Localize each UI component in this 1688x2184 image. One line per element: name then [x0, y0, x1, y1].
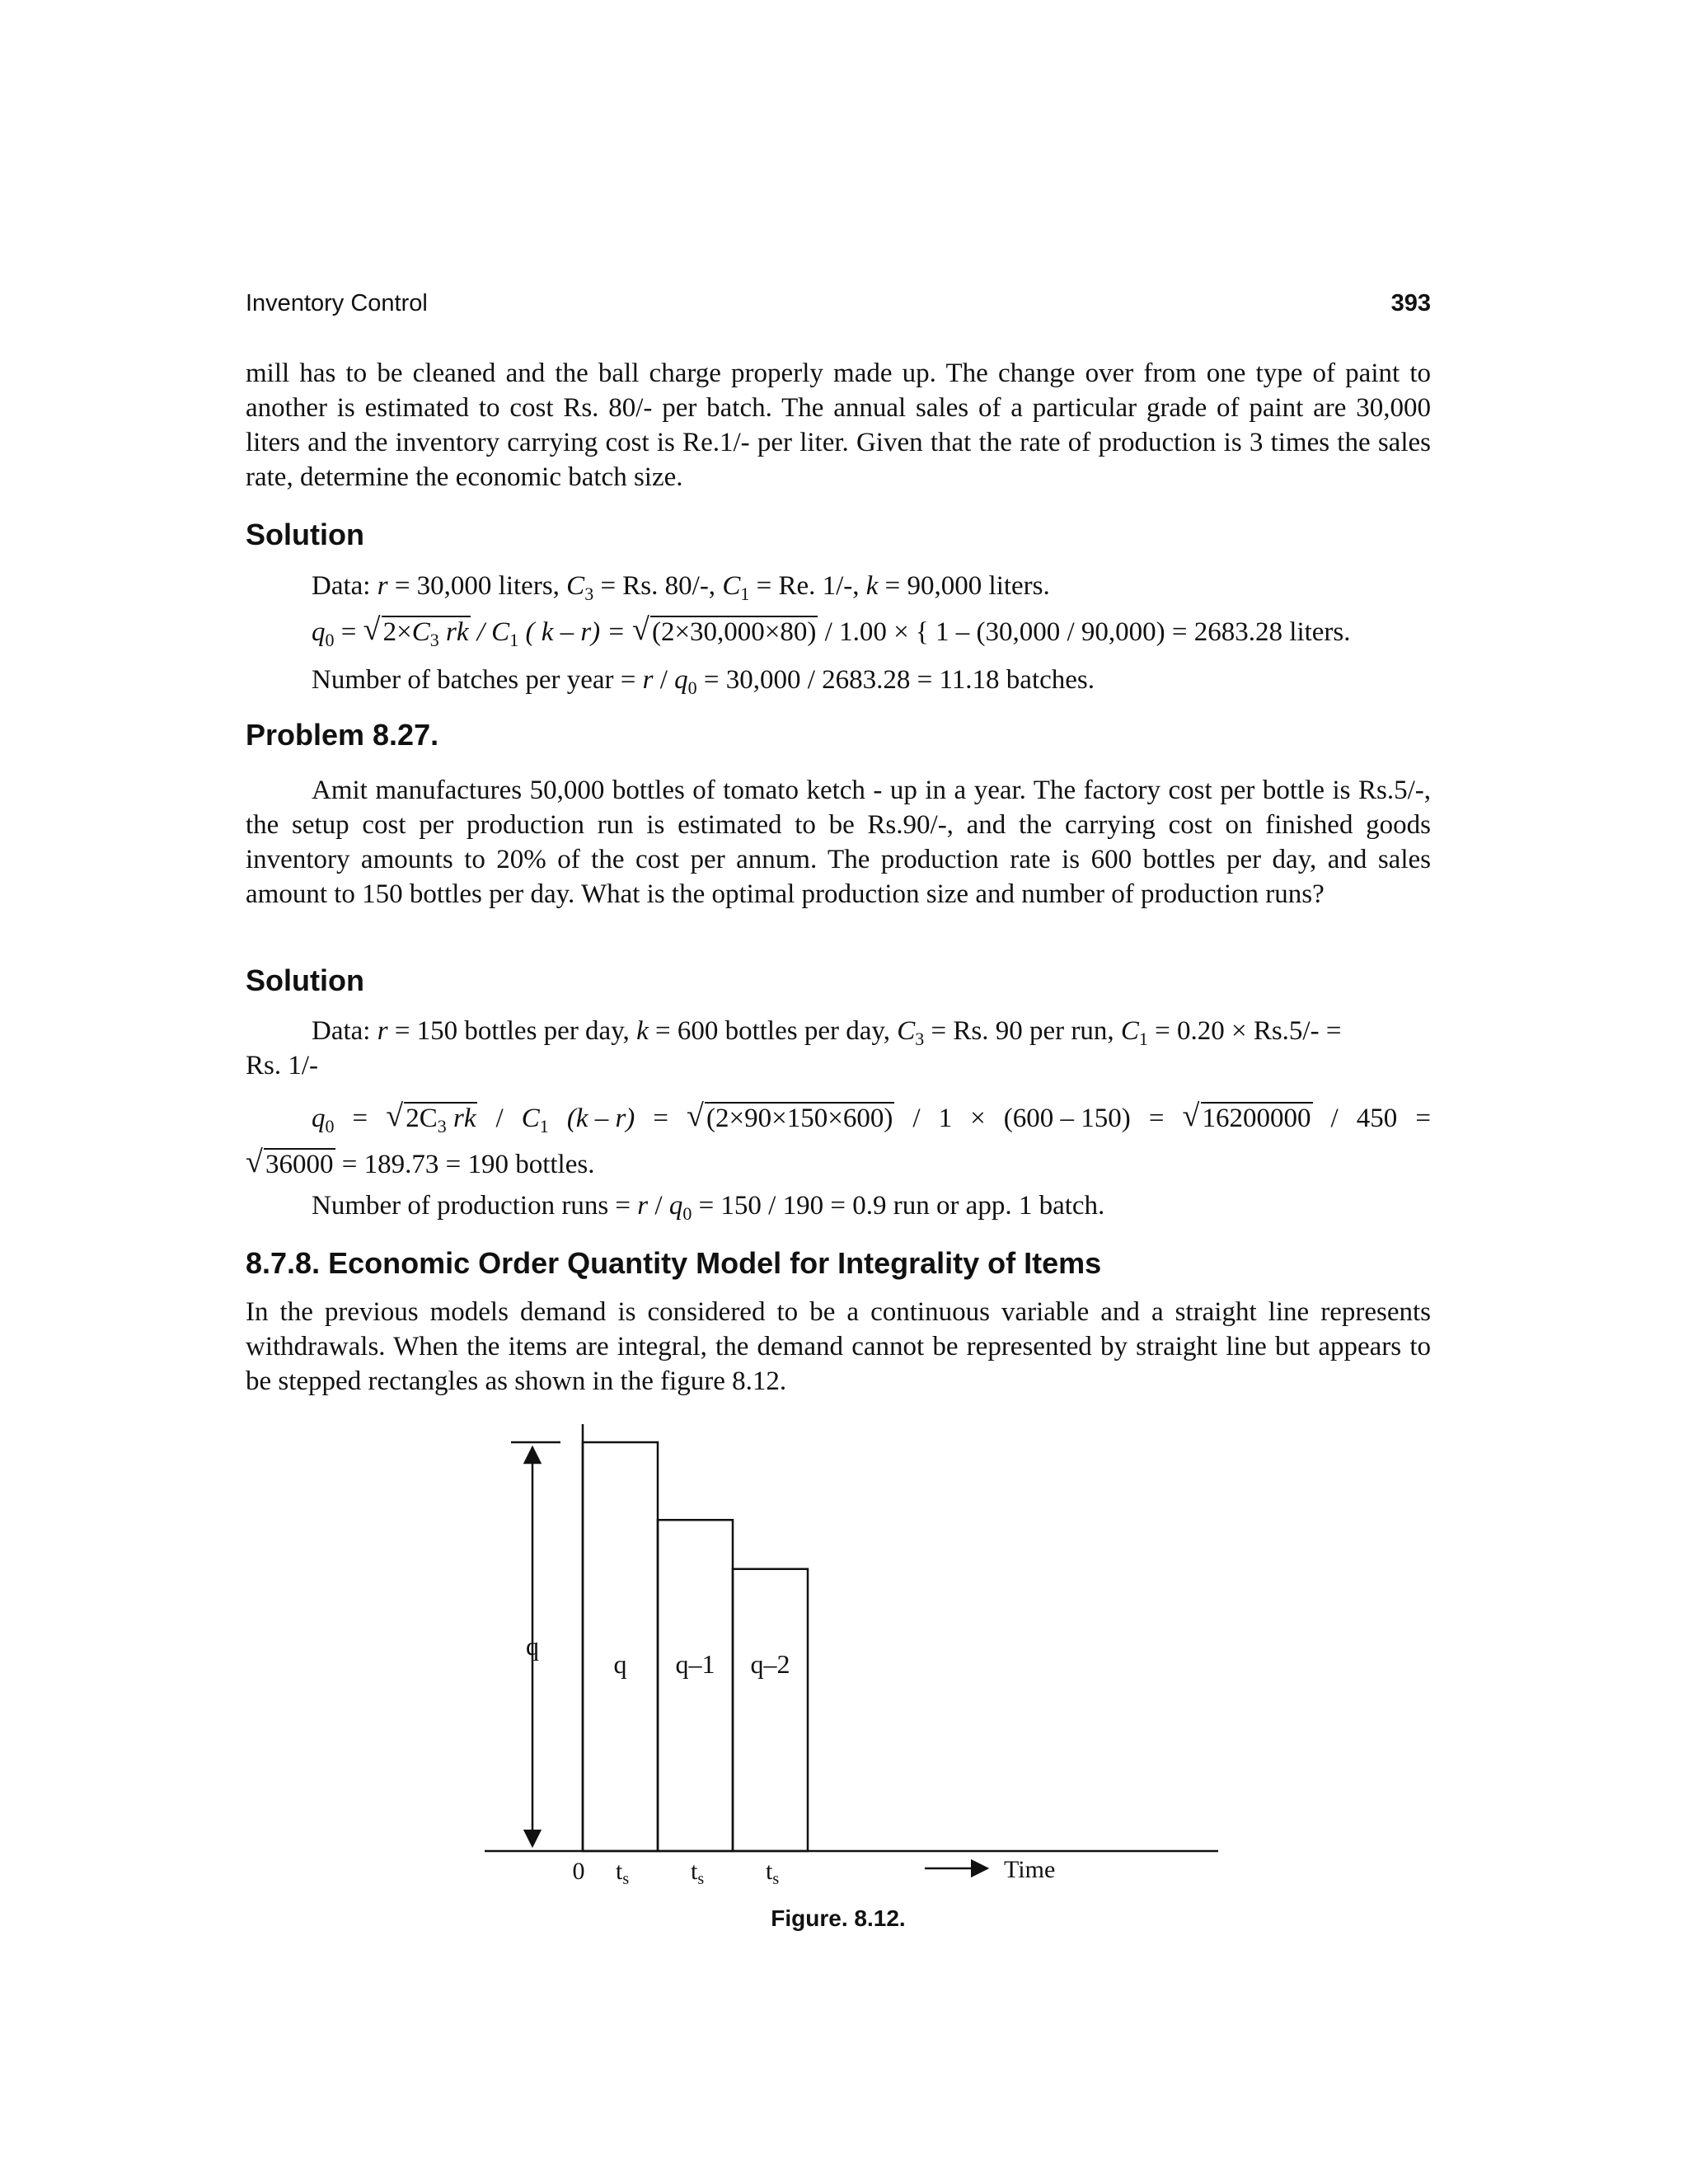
- sqrt-symbol: √ $2C_3$ rk: [386, 1101, 477, 1136]
- time-label: Time: [1004, 1856, 1056, 1883]
- tick-label-ts-3: $t_s$: [766, 1858, 780, 1888]
- running-head: [246, 290, 1431, 326]
- solution-heading-1: Solution: [246, 518, 364, 551]
- solution2-formula: $q_0$ = √ $2C_3$ rk / $C_1$ (k – r) = √ (2×90×150×600) / 1 × (600 – 150) = √ 16200000 / 450 =: [312, 1101, 1431, 1136]
- q-axis-label: q: [526, 1631, 539, 1661]
- section-heading: 8.7.8. Economic Order Quantity Model for Integrality of Items: [246, 1246, 1102, 1280]
- solution2-formula-cont: √ 36000 = 189.73 = 190 bottles.: [246, 1147, 1431, 1182]
- step-label-2: q–1: [675, 1649, 715, 1679]
- sqrt-symbol: √ 36000: [246, 1147, 335, 1182]
- solution1-formula: $q_0$ = √ $2\times C_3$ rk / $C_1$ ( k – r) = √ (2×30,000×80) / 1.00 × { 1 – (30,000 / 90,000) = 2683.28 liters.: [312, 615, 1351, 649]
- tick-label-ts-2: $t_s$: [691, 1858, 705, 1888]
- page-number: 393: [1390, 290, 1431, 316]
- step-bar-3: [733, 1569, 808, 1851]
- figure-8-12: [246, 1401, 1431, 1937]
- step-bars: [583, 1442, 808, 1888]
- origin-label: 0: [572, 1858, 585, 1885]
- solution2-data-line: Data: r = 150 bottles per day, k = 600 bottles per day, $C_3 = Rs$. 90 per run, $C_1 = 0.20 \times Rs.5/-$ =: [312, 1016, 1342, 1049]
- problem-text: Amit manufactures 50,000 bottles of tomato ketch - up in a year. The factory cost per bottle is Rs.5/-, the setup cost per production run is estimated to be Rs.90/-, and the carrying cost on finished goods inventory amounts to 20% of the cost per annum. The production rate is 600 bottles per day, and sales amount to 150 bottles per day. What is the optimal production size and number of production runs?: [246, 776, 1431, 909]
- solution2-data-cont: Rs. 1/-: [246, 1051, 319, 1080]
- problem-heading: Problem 8.27.: [246, 718, 439, 752]
- step-label-1: q: [613, 1649, 627, 1679]
- step-label-3: q–2: [750, 1649, 790, 1679]
- sqrt-symbol: √ 16200000: [1183, 1101, 1313, 1136]
- step-bar-2: [658, 1520, 733, 1851]
- solution1-batches-line: Number of batches per year = $r / q_0 = 30,000 / 2683.28 = 11.18$ batches.: [312, 665, 1095, 698]
- step-bar-1: [583, 1442, 658, 1851]
- tick-label-ts-1: $t_s$: [616, 1858, 630, 1888]
- section-text: In the previous models demand is considered to be a continuous variable and a straight line represents withdrawals. When the items are integral, the demand cannot be represented by straight line but appears to be stepped rectangles as shown in the figure 8.12.: [246, 1297, 1431, 1396]
- sqrt-symbol: √ (2×90×150×600): [687, 1101, 894, 1136]
- running-title: Inventory Control: [246, 290, 428, 316]
- solution2-runs-line: Number of production runs = $r / q_0 = 150 / 190 = 0.9$ run or app. 1 batch.: [312, 1191, 1105, 1224]
- sqrt-symbol: √ (2×30,000×80): [632, 615, 818, 649]
- intro-paragraph: mill has to be cleaned and the ball charge properly made up. The change over from one type of paint to another is estimated to cost Rs. 80/- per batch. The annual sales of a particular grade of paint are 30,000 liters and the inventory carrying cost is Re.1/- per liter. Given that the rate of production is 3 times the sales rate, determine the economic batch size.: [246, 359, 1431, 492]
- solution-heading-2: Solution: [246, 963, 364, 997]
- figure-caption: Figure. 8.12.: [771, 1905, 906, 1931]
- solution1-data-line: Data: r = 30,000 liters, $C_3 = Rs$. 80/-, $C_1 = Re$. 1/-, k = 90,000 liters.: [312, 571, 1050, 604]
- sqrt-symbol: √ $2\times C_3$ rk: [363, 615, 471, 649]
